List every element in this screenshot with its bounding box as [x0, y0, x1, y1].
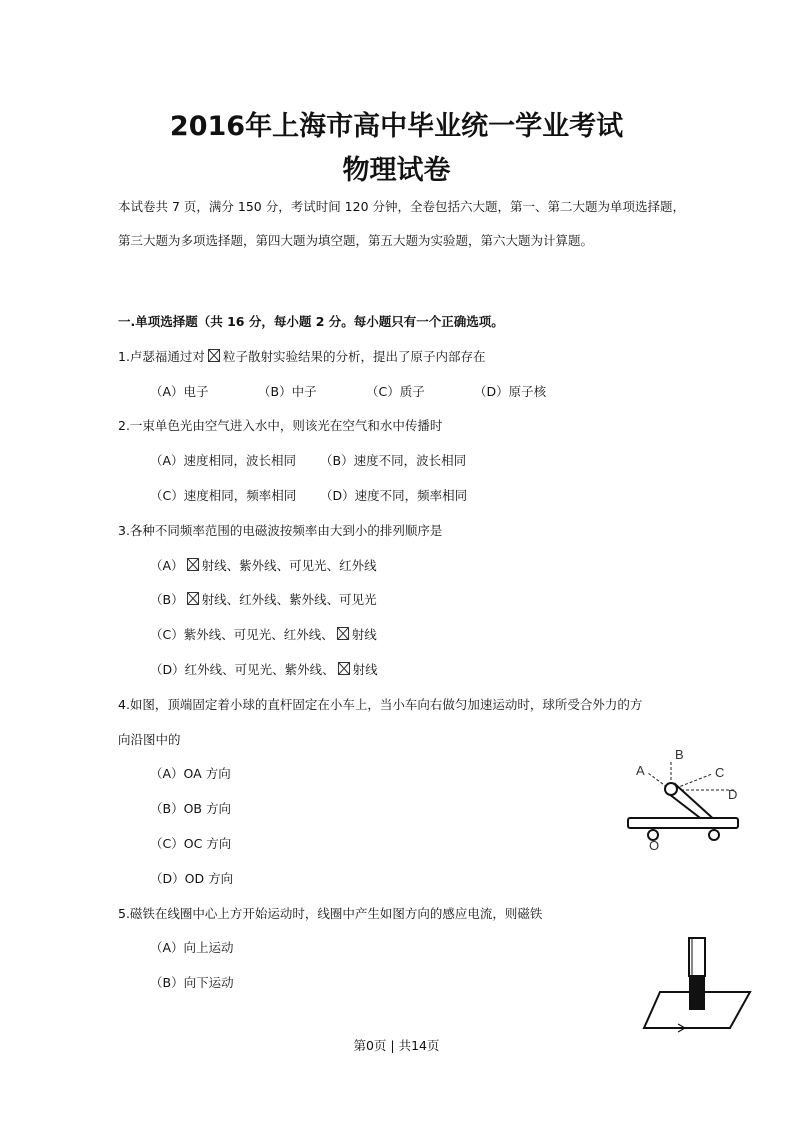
magnet-coil-figure [640, 930, 755, 1035]
cart-rod-figure [620, 740, 750, 855]
option: （D）原子核 [474, 383, 547, 399]
option: （B）速度不同，波长相同 [320, 453, 467, 469]
label-o: O [649, 838, 660, 853]
option: （B）中子 [258, 383, 317, 399]
document-title: 2016年上海市高中毕业统一学业考试 [169, 111, 624, 142]
question-2: 2.一束单色光由空气进入水中，则该光在空气和水中传播时 [118, 418, 443, 434]
intro-paragraph: 本试卷共 7 页，满分 150 分，考试时间 120 分钟，全卷包括六大题，第一、第二大题为单项选择题，第三大题为多项选择题，第四大题为填空题，第五大题为实验题，第六大题为计算题。 [118, 199, 686, 248]
option-pre: （A） [150, 557, 184, 573]
label-d: D [728, 787, 738, 802]
option-post: 射线 [352, 661, 378, 677]
option-pre: （C）紫外线、可见光、红外线、 [150, 627, 334, 643]
option-pre: （D）红外线、可见光、紫外线、 [150, 661, 335, 677]
question-5: 5.磁铁在线圈中心上方开始运动时，线圈中产生如图方向的感应电流，则磁铁 [118, 905, 543, 921]
document-subtitle: 物理试卷 [342, 155, 451, 186]
option: （D）速度不同，频率相同 [320, 487, 468, 503]
option-pre: （B） [150, 592, 184, 608]
option: （A）向上运动 [150, 940, 234, 956]
option-post: 射线 [351, 627, 377, 643]
question-1 [118, 340, 638, 375]
q2-options [118, 444, 638, 479]
missing-glyph-icon [338, 662, 350, 675]
q3-option-d [118, 653, 638, 688]
label-a: A [636, 763, 645, 778]
question-3: 3.各种不同频率范围的电磁波按频率由大到小的排列顺序是 [118, 522, 443, 538]
missing-glyph-icon [208, 349, 220, 362]
option: （C）OC 方向 [150, 835, 232, 851]
q3-option-b [118, 583, 638, 618]
q2-options [118, 479, 638, 514]
question-4-line2: 向沿图中的 [118, 731, 181, 747]
question-body [118, 305, 643, 1001]
missing-glyph-icon [187, 558, 199, 571]
option: （B）向下运动 [150, 975, 234, 991]
q3-option-a [118, 549, 638, 584]
page-footer: 第0页 | 共14页 [353, 1038, 440, 1053]
option: （D）OD 方向 [150, 870, 234, 886]
missing-glyph-icon [337, 627, 349, 640]
option: （A）OA 方向 [150, 766, 231, 782]
option: （A）速度相同，波长相同 [150, 453, 297, 469]
option-post: 射线、紫外线、可见光、红外线 [201, 557, 377, 573]
label-b: B [675, 747, 684, 762]
q1-stem-post: 粒子散射实验结果的分析，提出了原子内部存在 [222, 348, 486, 364]
option: （B）OB 方向 [150, 801, 231, 817]
option: （C）速度相同，频率相同 [150, 487, 297, 503]
missing-glyph-icon [187, 592, 199, 605]
option: （C）质子 [366, 383, 425, 399]
q3-option-c [118, 618, 638, 653]
q1-options [118, 375, 638, 410]
q1-stem-pre: 1.卢瑟福通过对 [118, 348, 205, 364]
option-post: 射线、红外线、紫外线、可见光 [201, 592, 377, 608]
question-4-line1: 4.如图，顶端固定着小球的直杆固定在小车上，当小车向右做匀加速运动时，球所受合外力的方 [118, 696, 643, 712]
label-c: C [715, 765, 725, 780]
section-heading: 一.单项选择题（共 16 分，每小题 2 分。每小题只有一个正确选项。 [118, 314, 504, 329]
option: （A）电子 [150, 383, 209, 399]
